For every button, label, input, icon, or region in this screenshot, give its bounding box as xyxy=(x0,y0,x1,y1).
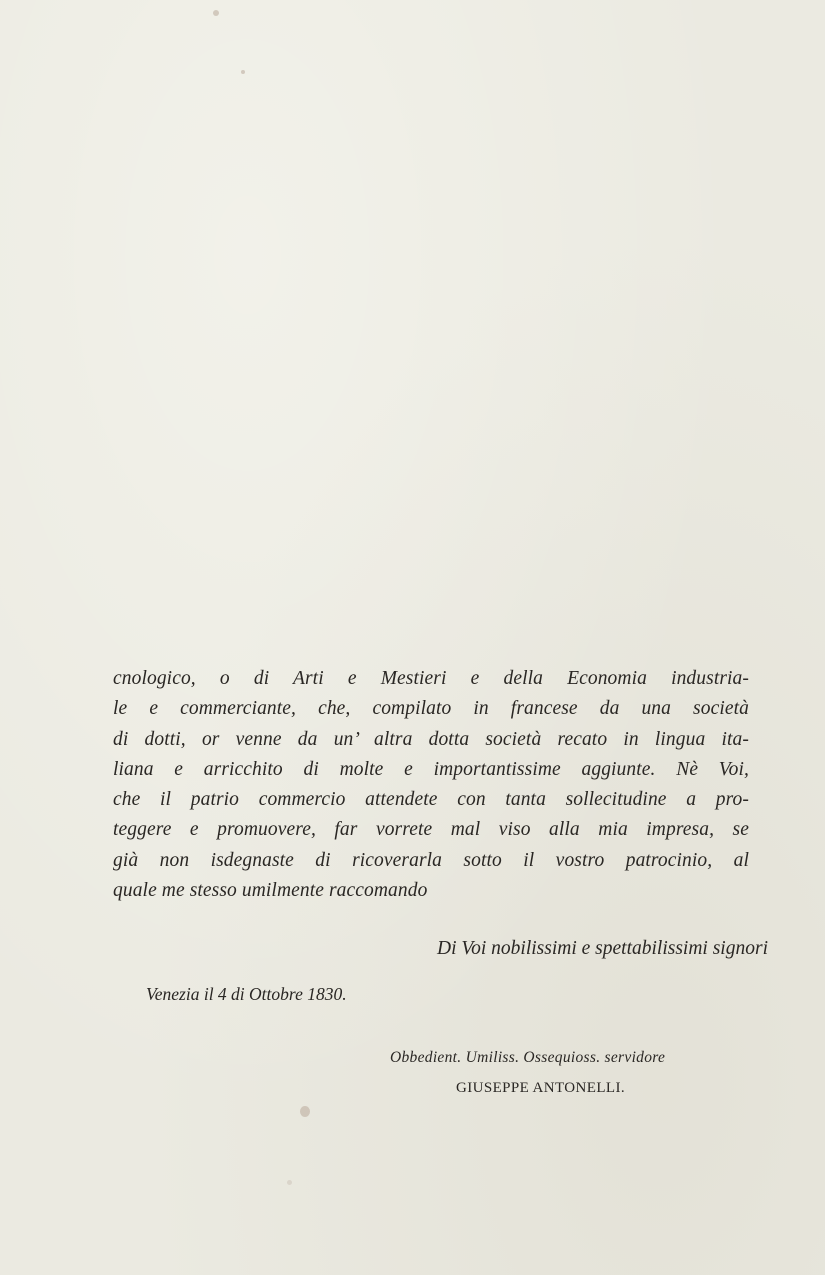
letter-line-3: di dotti, or venne da un’ altra dotta società recato in lingua ita- xyxy=(113,728,749,750)
place-and-date: Venezia il 4 di Ottobre 1830. xyxy=(146,984,347,1004)
paper-speck xyxy=(213,10,219,16)
letter-line-5: che il patrio commercio attendete con tanta sollecitudine a pro- xyxy=(113,789,749,811)
letter-line-4: liana e arricchito di molte e importantissime aggiunte. Nè Voi, xyxy=(113,758,749,780)
paper-speck xyxy=(300,1106,310,1117)
letter-line-8: quale me stesso umilmente raccomando xyxy=(113,880,428,902)
letter-line-1: cnologico, o di Arti e Mestieri e della Economia industria- xyxy=(113,668,749,689)
letter-body xyxy=(113,664,749,906)
letter-line-2: le e commerciante, che, compilato in francese da una società xyxy=(113,698,749,720)
closing-salutation: Di Voi nobilissimi e spettabilissimi signori xyxy=(437,938,768,959)
letter-line-7: già non isdegnaste di ricoverarla sotto il vostro patrocinio, al xyxy=(113,849,749,871)
paper-speck xyxy=(241,70,245,74)
author-signature: GIUSEPPE ANTONELLI. xyxy=(456,1080,625,1096)
signoff-line: Obbedient. Umiliss. Ossequioss. servidore xyxy=(390,1049,666,1066)
paper-speck xyxy=(287,1180,292,1185)
letter-line-6: teggere e promuovere, far vorrete mal viso alla mia impresa, se xyxy=(113,819,749,841)
